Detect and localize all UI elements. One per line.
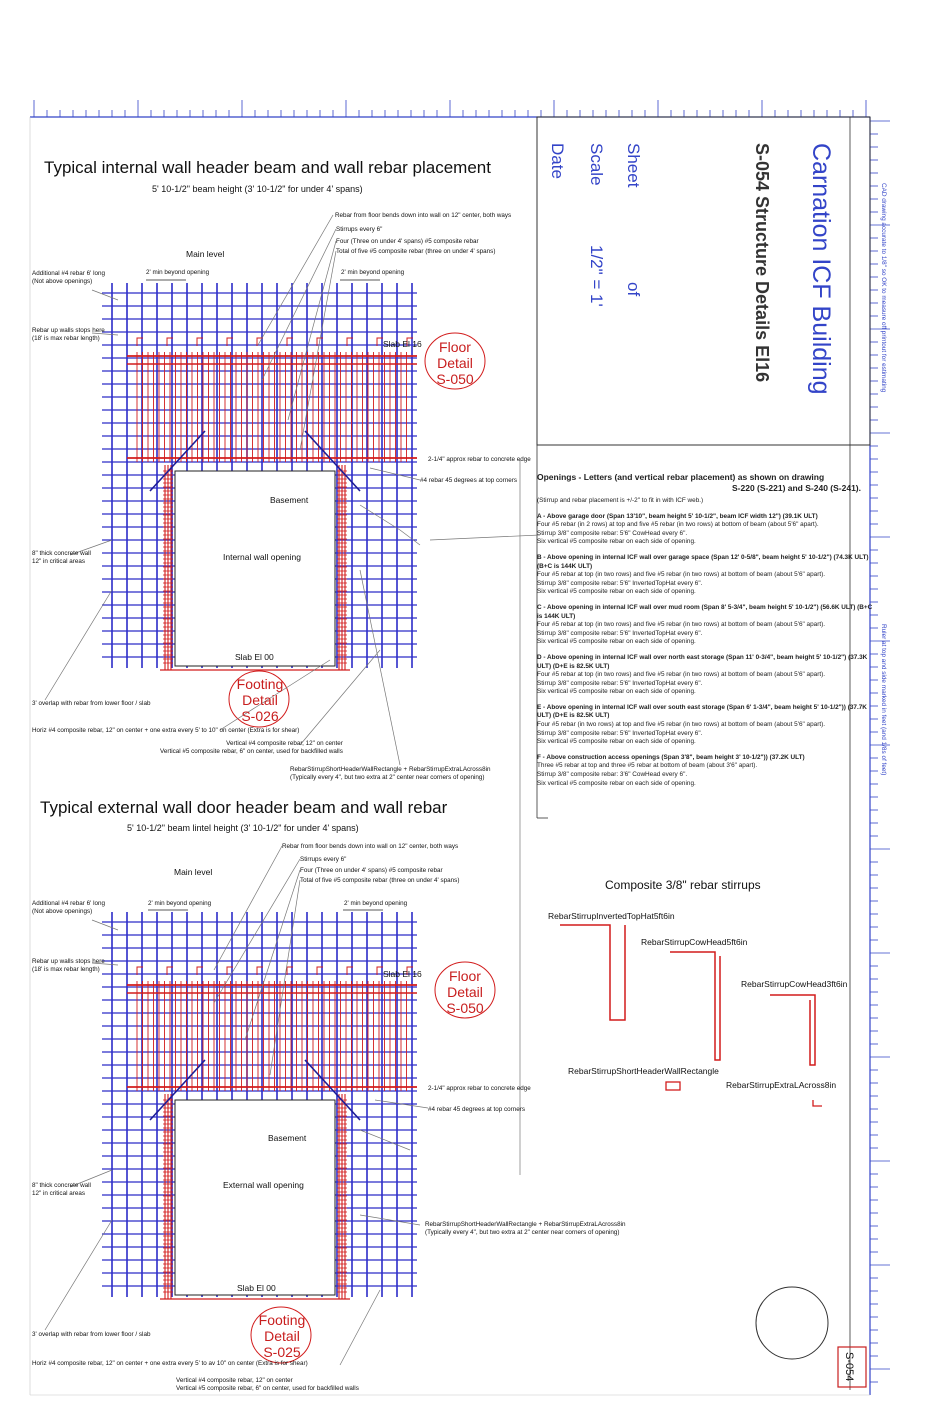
bottom-opening-label: External wall opening — [223, 1180, 304, 1190]
bottom-callout-stirrup-combo: RebarStirrupShortHeaderWallRectangle + RebarStirrupExtraLAcross8in (Typically every 4", but two extra at 2" center near corners of opening) — [425, 1221, 626, 1236]
stirrup-cowhead-5ft6-label: RebarStirrupCowHead5ft6in — [641, 937, 748, 947]
top-callout-four-rebar: Four (Three on under 4' spans) #5 composite rebar — [336, 238, 479, 245]
top-callout-five-rebar: Total of five #5 composite rebar (three on under 4' spans) — [336, 248, 496, 255]
bottom-callout-rebar-up: Rebar up walls stops here (18' is max rebar length) — [32, 958, 105, 973]
opening-item-heading: A - Above garage door (Span 13'10", beam height 5' 10-1/2", beam ICF width 12") (39.1K ULT) — [537, 512, 818, 520]
stirrup-cowhead-3ft6 — [770, 995, 815, 1065]
opening-item-line: Stirrup 3/8" composite rebar: 5'6" InvertedTopHat every 6". — [537, 729, 703, 737]
callout-leader — [430, 535, 540, 540]
top-min-beyond-left: 2' min beyond opening — [146, 269, 210, 276]
opening-item-line: Stirrup 3/8" composite rebar: 5'6" InvertedTopHat every 6". — [537, 579, 703, 587]
opening-item — [537, 554, 877, 597]
bottom-footing-detail-ref: Footing Detail S-025 — [258, 1312, 306, 1360]
ruler-note: Ruler at top and side marked in feet (and 1/8s of feet) — [880, 624, 887, 776]
top-footing-detail-ref: Footing Detail S-026 — [236, 676, 284, 724]
opening-item-heading: F - Above construction access openings (Span 3'8", beam height 3' 10-1/2")) (37.2K ULT) — [537, 753, 805, 761]
stirrup-extra-l-label: RebarStirrupExtraLAcross8in — [726, 1080, 837, 1090]
top-floor-detail-ref: Floor Detail S-050 — [436, 339, 474, 387]
stirrup-extra-l — [813, 1100, 822, 1106]
stirrup-inverted-top-hat — [560, 925, 625, 1020]
scale-label: Scale — [587, 143, 606, 186]
callout-leader — [360, 1215, 420, 1225]
opening-item-line: Four #5 rebar (in two rows) at top and five #5 rebar (in two rows) at bottom of beam (about 5'6" apart). — [537, 721, 826, 729]
sheet-label: Sheet — [624, 143, 643, 188]
bottom-basement-label: Basement — [268, 1133, 307, 1143]
company-name: Carnation ICF Building — [807, 143, 835, 395]
bottom-callout-stirrups: Stirrups every 6" — [300, 856, 347, 863]
top-main-level: Main level — [186, 249, 225, 259]
opening-item-line: Stirrup 3/8" composite rebar: 5'6" InvertedTopHat every 6". — [537, 629, 703, 637]
opening-item-line: Four #5 rebar at top (in two rows) and five #5 rebar (in two rows) at bottom of beam (about 5'6" apart). — [537, 621, 826, 629]
bottom-callout-overlap: 3' overlap with rebar from lower floor / slab — [32, 1331, 151, 1338]
top-slab-bottom: Slab El 00 — [235, 652, 274, 662]
bottom-callout-floor-rebar: Rebar from floor bends down into wall on 12" center, both ways — [282, 843, 459, 850]
opening-item-heading: D - Above opening in internal ICF wall over north east storage (Span 11' 0-3/4", beam height 5' 10-1/2") (37.3K ULT) (D+E is 82.5K ULT) — [537, 653, 868, 670]
bottom-callout-approx: 2-1/4" approx rebar to concrete edge — [428, 1085, 531, 1092]
callout-leader — [360, 570, 400, 765]
stirrups-title: Composite 3/8" rebar stirrups — [605, 878, 761, 892]
opening-item-line: Six vertical #5 composite rebar on each side of opening. — [537, 638, 696, 646]
of-label: of — [624, 282, 643, 297]
top-detail-title: Typical internal wall header beam and wall rebar placement — [44, 158, 491, 177]
top-callout-approx: 2-1/4" approx rebar to concrete edge — [428, 456, 531, 463]
callout-leader — [300, 251, 336, 450]
opening-item-heading: E - Above opening in internal ICF wall over south east storage (Span 6' 1-3/4", beam height 5' 10-1/2")) (37.7K ULT) (D+E is 82.5K ULT) — [537, 703, 867, 720]
stirrup-inverted-top-hat-label: RebarStirrupInvertedTopHat5ft6in — [548, 911, 675, 921]
top-callout-stirrup-combo: RebarStirrupShortHeaderWallRectangle + RebarStirrupExtraLAcross8in (Typically every 4", but two extra at 2" center near corners of opening) — [290, 766, 491, 781]
bottom-callout-thickness: 8" thick concrete wall 12" in critical areas — [32, 1182, 91, 1197]
top-opening-label: Internal wall opening — [223, 552, 301, 562]
stamp-circle — [756, 1287, 828, 1359]
bottom-callout-horiz: Horiz #4 composite rebar, 12" on center + one extra every 5' to av 10" on center (Extra is for shear) — [32, 1360, 308, 1367]
bottom-callout-additional: Additional #4 rebar 6' long (Not above openings) — [32, 900, 105, 915]
opening-item-line: Six vertical #5 composite rebar on each side of opening. — [537, 738, 696, 746]
bottom-callout-45deg: #4 rebar 45 degrees at top corners — [428, 1106, 525, 1113]
opening-item-line: Six vertical #5 composite rebar on each side of opening. — [537, 588, 696, 596]
sheet-number: S-054 — [843, 1352, 855, 1382]
opening-item-line: Stirrup 3/8" composite rebar: 3'6" CowHead every 6". — [537, 771, 688, 779]
bottom-main-level: Main level — [174, 867, 213, 877]
opening-item-line: Six vertical #5 composite rebar on each side of opening. — [537, 538, 696, 546]
bottom-floor-detail-ref: Floor Detail S-050 — [446, 968, 484, 1016]
opening-item — [537, 754, 877, 788]
callout-leader — [400, 530, 420, 545]
stirrup-short-header-rect — [666, 1082, 680, 1090]
bottom-min-beyond-left: 2' min beyond opening — [148, 900, 212, 907]
top-basement-label: Basement — [270, 495, 309, 505]
callout-leader — [214, 846, 282, 970]
callout-leader — [92, 290, 118, 300]
top-slab-top: Slab El 16 — [383, 339, 422, 349]
openings-notes — [537, 472, 877, 795]
openings-intro: (Stirrup and rebar placement is +/-2" to fit in with ICF web.) — [537, 497, 704, 504]
opening-item-heading: B - Above opening in internal ICF wall over garage space (Span 12' 0-5/8", beam height 5' 10-1/2") (74.3K ULT) (B+C is 144K ULT) — [537, 553, 869, 570]
scale-value: 1/2" = 1' — [587, 245, 606, 307]
sheet-title: S-054 Structure Details El16 — [752, 143, 772, 383]
callout-leader — [45, 590, 112, 700]
opening-item-line: Six vertical #5 composite rebar on each side of opening. — [537, 688, 696, 696]
top-callout-45deg: #4 rebar 45 degrees at top corners — [420, 477, 517, 484]
opening-item — [537, 654, 877, 697]
top-detail-subtitle: 5' 10-1/2" beam height (3' 10-1/2" for under 4' spans) — [152, 184, 363, 194]
top-callout-stirrups: Stirrups every 6" — [336, 226, 383, 233]
bottom-min-beyond-right: 2' min beyond opening — [344, 900, 408, 907]
bottom-slab-top: Slab El 16 — [383, 969, 422, 979]
top-callout-thickness: 8" thick concrete wall 12" in critical areas — [32, 550, 91, 565]
callout-leader — [214, 859, 300, 1003]
stirrup-cowhead-3ft6-label: RebarStirrupCowHead3ft6in — [741, 979, 848, 989]
opening-item-line: Stirrup 3/8" composite rebar: 5'6" CowHead every 6". — [537, 529, 688, 537]
bottom-slab-bottom: Slab El 00 — [237, 1283, 276, 1293]
stirrup-cowhead-5ft6 — [670, 952, 720, 1060]
top-min-beyond-right: 2' min beyond opening — [341, 269, 405, 276]
callout-leader — [288, 241, 336, 420]
callout-leader — [270, 880, 300, 1075]
opening-item — [537, 704, 877, 747]
openings-title: Openings - Letters (and vertical rebar placement) as shown on drawing S-220 (S-221) and S-240 (S-241). — [537, 472, 861, 493]
opening-item-line: Stirrup 3/8" composite rebar: 5'6" InvertedTopHat every 6". — [537, 679, 703, 687]
top-callout-horiz: Horiz #4 composite rebar, 12" on center + one extra every 5' to 10" on center (Extra is for shear) — [32, 727, 300, 734]
bottom-detail-subtitle: 5' 10-1/2" beam lintel height (3' 10-1/2" for under 4' spans) — [127, 823, 359, 833]
opening-item-line: Three #5 rebar at top and three #5 rebar at bottom of beam (about 3'6" apart). — [537, 762, 758, 770]
top-opening — [175, 471, 335, 666]
callout-leader — [45, 1220, 112, 1330]
bottom-opening — [175, 1100, 335, 1295]
top-callout-rebar-up: Rebar up walls stops here (18' is max rebar length) — [32, 327, 105, 342]
opening-item — [537, 513, 877, 547]
opening-item — [537, 604, 877, 647]
cad-accuracy-note: CAD drawing accurate to 1/8" so OK to measure off printout for estimating — [880, 183, 887, 393]
top-callout-floor-rebar: Rebar from floor bends down into wall on 12" center, both ways — [335, 212, 512, 219]
bottom-detail-title: Typical external wall door header beam and wall rebar — [40, 798, 448, 817]
bottom-callout-four-rebar: Four (Three on under 4' spans) #5 composite rebar — [300, 867, 443, 874]
date-label: Date — [548, 143, 567, 179]
opening-item-line: Six vertical #5 composite rebar on each side of opening. — [537, 779, 696, 787]
opening-item-heading: C - Above opening in internal ICF wall over mud room (Span 8' 5-3/4", beam height 5' 10-1/2") (56.6K ULT) (B+C is 144K ULT) — [537, 603, 873, 620]
top-callout-overlap: 3' overlap with rebar from lower floor / slab — [32, 700, 151, 707]
stirrup-short-header-label: RebarStirrupShortHeaderWallRectangle — [568, 1066, 719, 1076]
callout-leader — [360, 505, 400, 530]
bottom-callout-five-rebar: Total of five #5 composite rebar (three on under 4' spans) — [300, 877, 460, 884]
callout-leader — [340, 1290, 380, 1365]
top-callout-additional: Additional #4 rebar 6' long (Not above openings) — [32, 270, 105, 285]
opening-item-line: Four #5 rebar at top (in two rows) and five #5 rebar (in two rows) at bottom of beam (about 5'6" apart). — [537, 671, 826, 679]
bottom-callout-vertical: Vertical #4 composite rebar, 12" on center Vertical #5 composite rebar, 6" on center, used for backfilled walls — [176, 1377, 359, 1392]
opening-item-line: Four #5 rebar (in 2 rows) at top and five #5 rebar (in two rows) at bottom of beam (about 5'6" apart). — [537, 521, 819, 529]
opening-item-line: Four #5 rebar at top (in two rows) and five #5 rebar (in two rows) at bottom of beam (about 5'6" apart). — [537, 571, 826, 579]
top-callout-vertical: Vertical #4 composite rebar, 12" on center Vertical #5 composite rebar, 6" on center, used for backfilled walls — [160, 740, 343, 755]
